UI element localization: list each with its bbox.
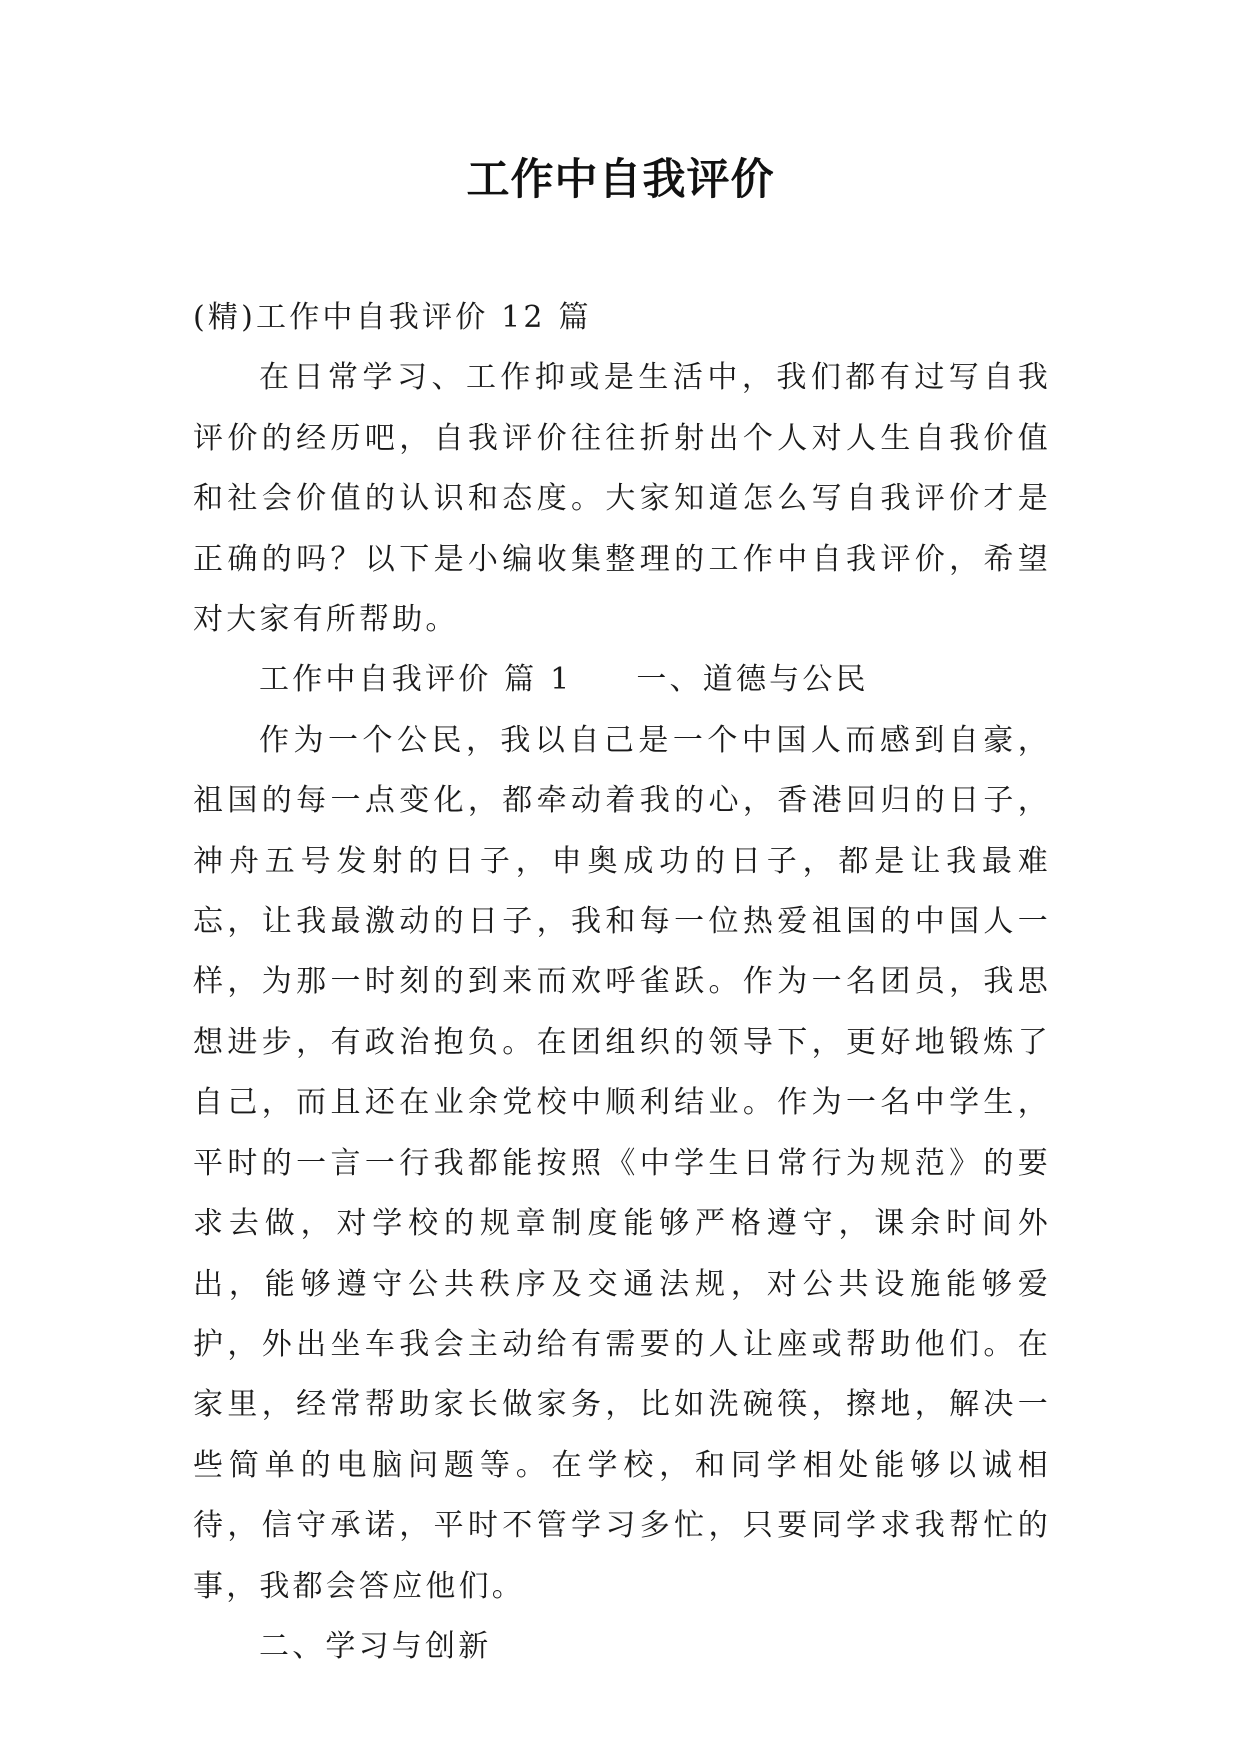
section2-heading: 二、学习与创新 (259, 1628, 492, 1664)
section1-heading: 一、道德与公民 (636, 662, 869, 698)
section1-paragraph: 作为一个公民，我以自己是一个中国人而感到自豪，祖国的每一点变化，都牵动着我的心，香港回归的日子，神舟五号发射的日子，申奥成功的日子，都是让我最难忘，让我最激动的日子，我和每一位热爱祖国的中国人一样，为那一时刻的到来而欢呼雀跃。作为一名团员，我思想进步，有政治抱负。在团组织的领导下，更好地锻炼了自己，而且还在业余党校中顺利结业。作为一名中学生，平时的一言一行我都能按照《中学生日常行为规范》的要求去做，对学校的规章制度能够严格遵守，课余时间外出，能够遵守公共秩序及交通法规，对公共设施能够爱护，外出坐车我会主动给有需要的人让座或帮助他们。在家里，经常帮助家长做家务，比如洗碗筷，擦地，解决一些简单的电脑问题等。在学校，和同学相处能够以诚相待，信守承诺，平时不管学习多忙，只要同学求我帮忙的事，我都会答应他们。 (193, 722, 1051, 1604)
article-heading: 工作中自我评价 篇 1 (259, 662, 573, 698)
intro-paragraph: 在日常学习、工作抑或是生活中，我们都有过写自我评价的经历吧，自我评价往往折射出个人对人生自我价值和社会价值的认识和态度。大家知道怎么写自我评价才是正确的吗？以下是小编收集整理的工作中自我评价，希望对大家有所帮助。 (193, 360, 1051, 638)
article-heading-line (193, 650, 1051, 710)
document-title: 工作中自我评价 (466, 155, 775, 205)
document-body (193, 288, 1051, 1677)
document-subtitle: (精)工作中自我评价 12 篇 (193, 300, 592, 335)
